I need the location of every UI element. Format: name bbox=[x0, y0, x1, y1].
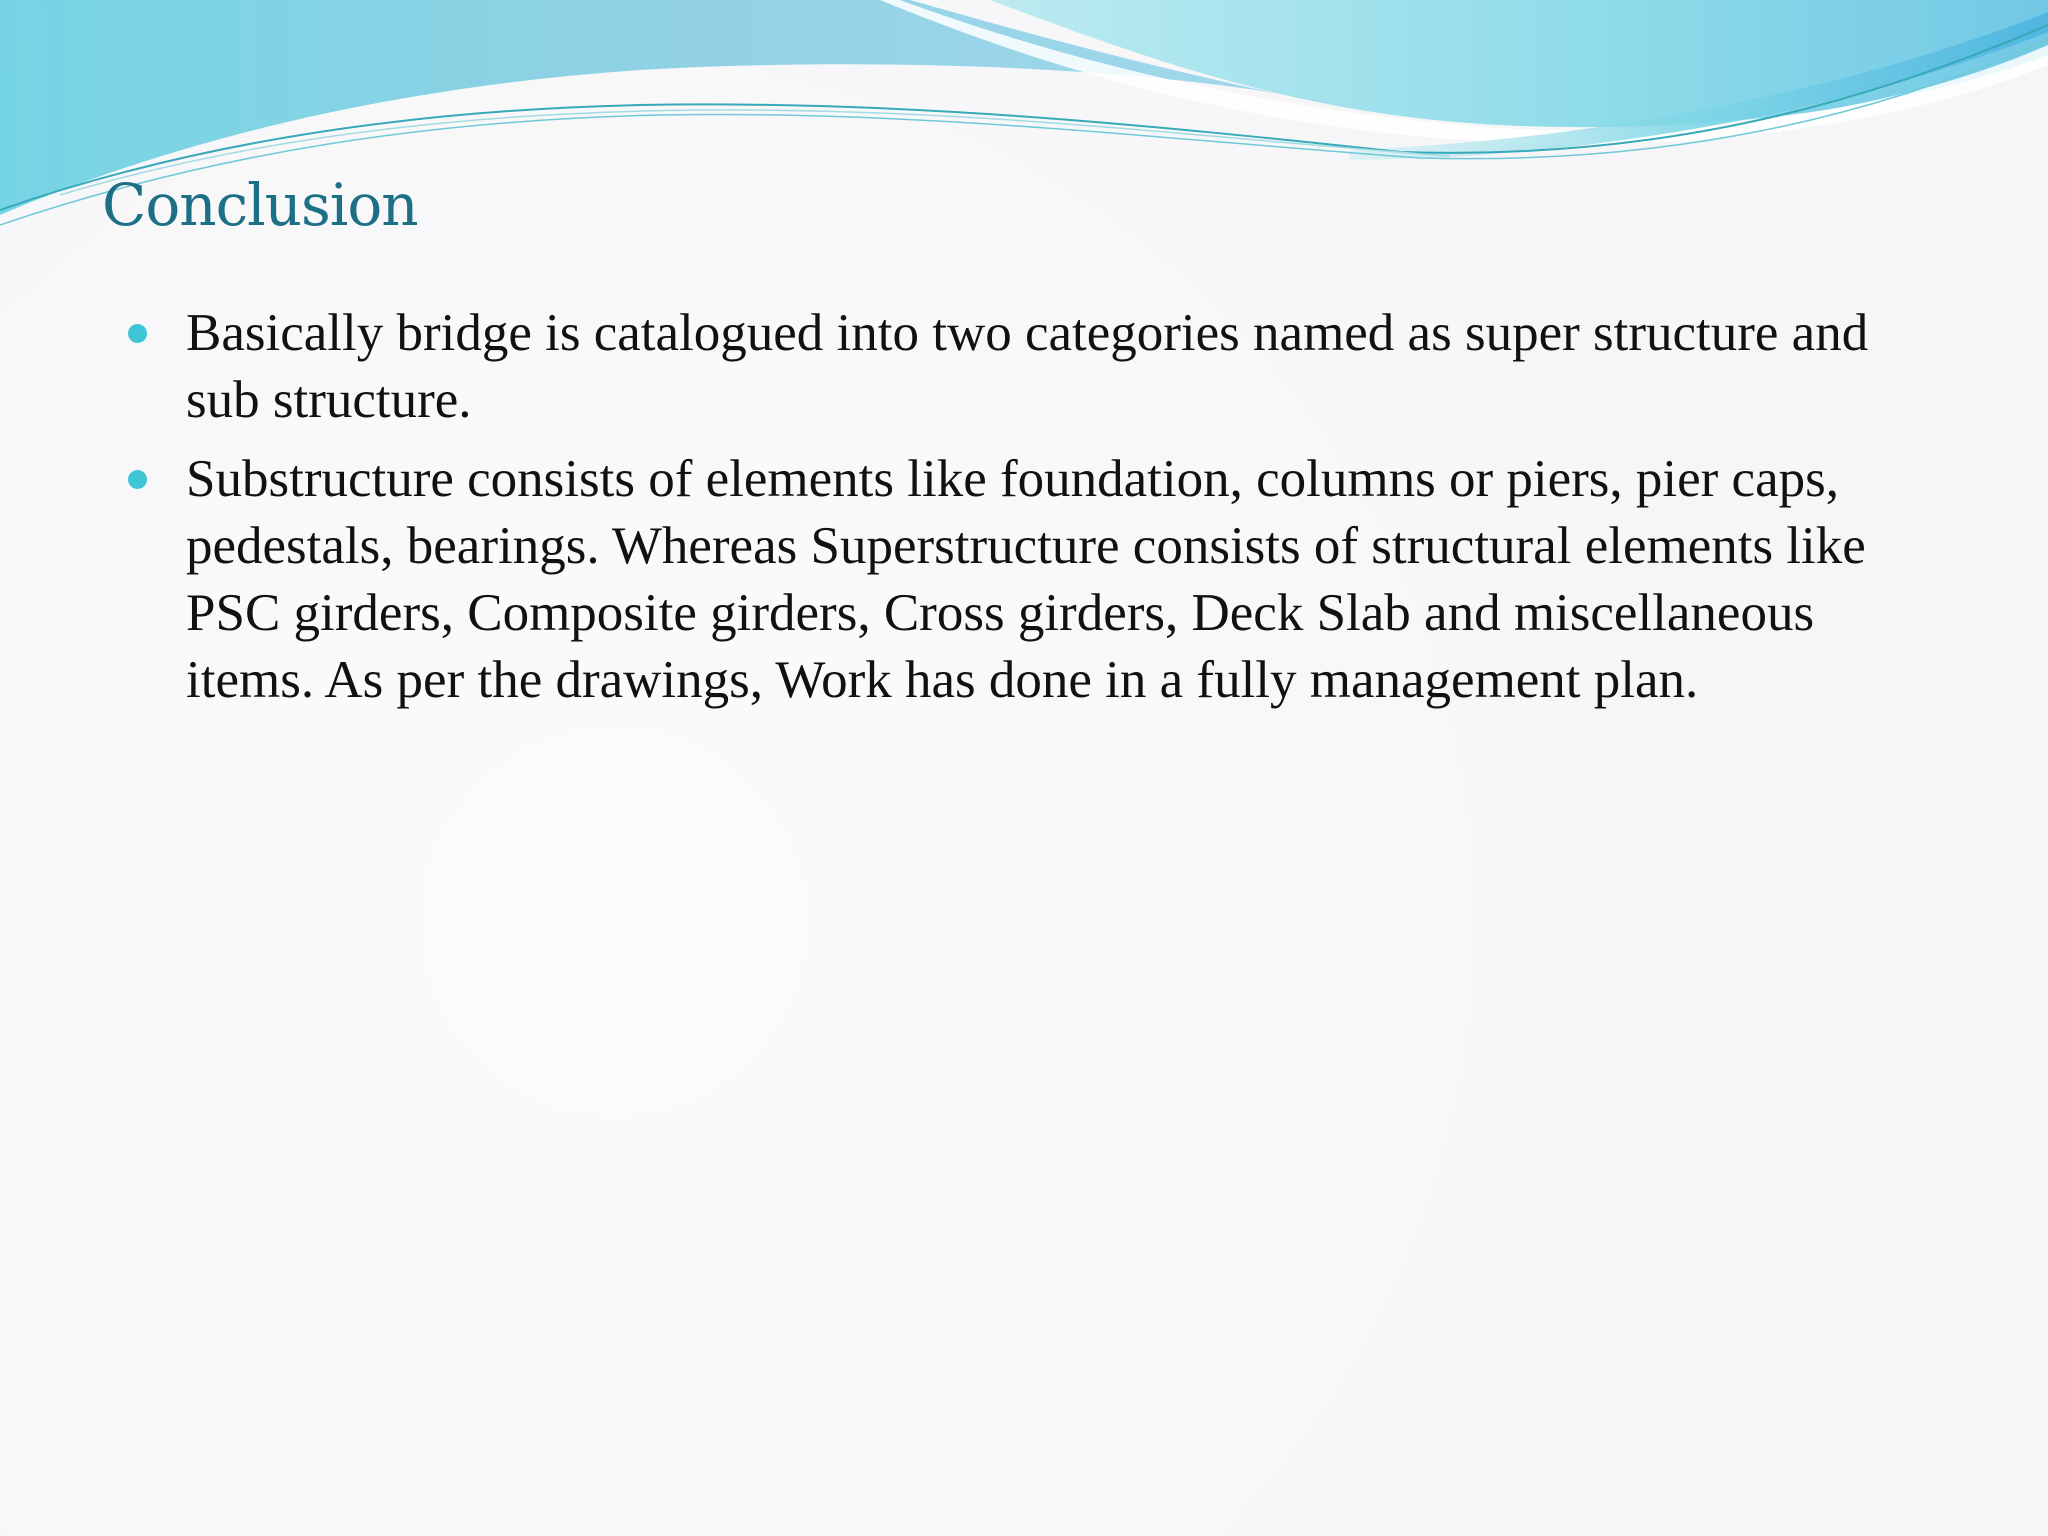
bullet-dot-icon bbox=[128, 324, 147, 343]
bullet-text: Basically bridge is catalogued into two categories named as super structure and sub structure. bbox=[186, 304, 1869, 429]
bullet-text: Substructure consists of elements like foundation, columns or piers, pier caps, pedestals, bearings. Whereas Superstructure consists of structural elements like PSC girders, Composite girders, Cross girders, Deck Slab and miscellaneous items. As per the drawings, Work has done in a fully management plan. bbox=[186, 450, 1866, 709]
bullet-item bbox=[126, 446, 1926, 714]
bullet-item bbox=[126, 300, 1926, 434]
bullet-list bbox=[126, 300, 1926, 726]
slide-title: Conclusion bbox=[102, 171, 418, 239]
bullet-dot-icon bbox=[128, 470, 147, 489]
